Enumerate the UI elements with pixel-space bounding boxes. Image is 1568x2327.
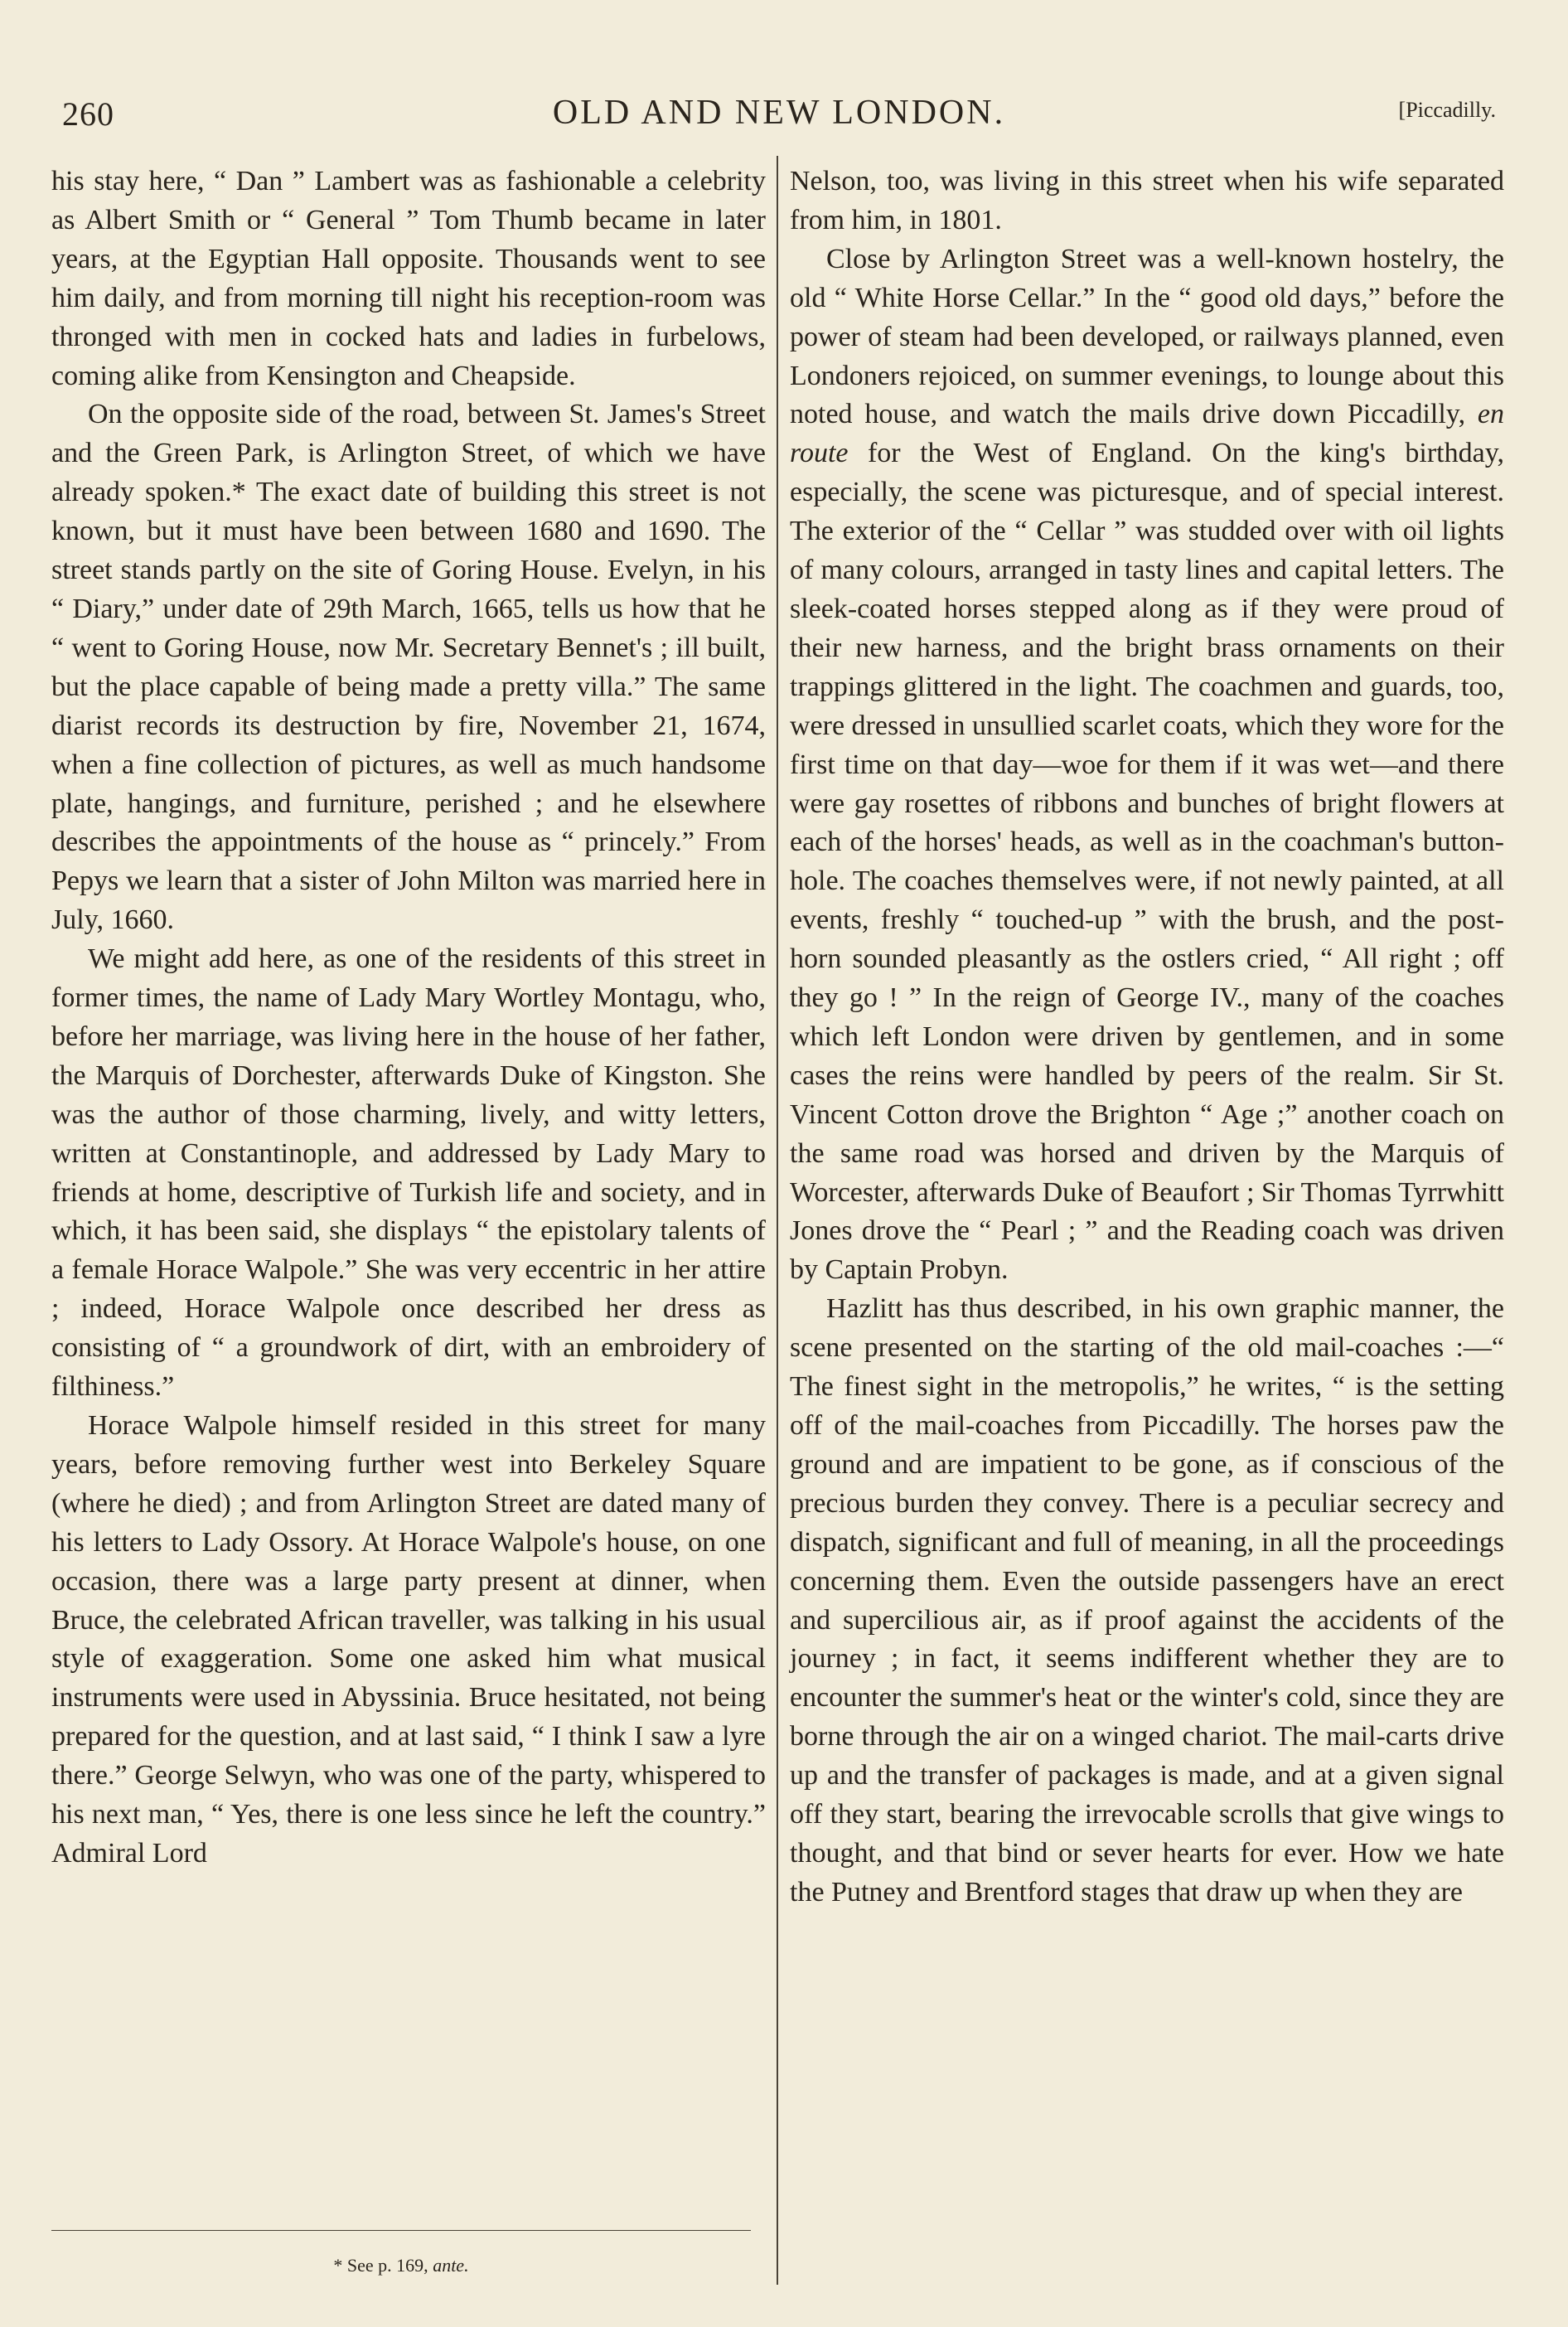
footnote (51, 2255, 751, 2276)
left-paragraph-2: On the opposite side of the road, between St. James's Street and the Green Park, is Arlington Street, of which we have already spoken.* The exact date of building this street is not known, but it must have been between 1680 and 1690. The street stands partly on the site of Goring House. Evelyn, in his “ Diary,” under date of 29th March, 1665, tells us how that he “ went to Goring House, now Mr. Secretary Bennet's ; ill built, but the place capable of being made a pretty villa.” The same diarist records its destruction by fire, November 21, 1674, when a fine collection of pictures, as well as much handsome plate, hangings, and furniture, perished ; and he elsewhere describes the appointments of the house as “ princely.” From Pepys we learn that a sister of John Milton was married here in July, 1660. (51, 399, 766, 936)
right-paragraph-2 (790, 240, 1504, 1290)
left-paragraph-1: his stay here, “ Dan ” Lambert was as fashionable a celebrity as Albert Smith or “ General ” Tom Thumb became in later years, at the Egyptian Hall opposite. Thousands went to see him daily, and from morning till night his reception-room was thronged with men in cocked hats and ladies in furbelows, coming alike from Kensington and Cheapside. (51, 166, 766, 391)
page-header (62, 90, 1496, 139)
left-column (51, 162, 766, 1874)
left-paragraph-3: We might add here, as one of the residents of this street in former times, the name of Lady Mary Wortley Montagu, who, before her marriage, was living here in the house of her father, the Marquis of Dorchester, afterwards Duke of Kingston. She was the author of those charming, lively, and witty letters, written at Constantinople, and addressed by Lady Mary to friends at home, descriptive of Turkish life and society, and in which, it has been said, she displays “ the epistolary talents of a female Horace Walpole.” She was very eccentric in her attire ; indeed, Horace Walpole once described her dress as consisting of “ a groundwork of dirt, with an embroidery of filthiness.” (51, 943, 766, 1403)
right-paragraph-1: Nelson, too, was living in this street when his wife separated from him, in 1801. (790, 166, 1504, 235)
left-paragraph-4: Horace Walpole himself resided in this street for many years, before removing further west into Berkeley Square (where he died) ; and from Arlington Street are dated many of his letters to Lady Ossory. At Horace Walpole's house, on one occasion, there was a large party present at dinner, when Bruce, the celebrated African traveller, was talking in his usual style of exaggeration. Some one asked him what musical instruments were used in Abyssinia. Bruce hesitated, not being prepared for the question, and at last said, “ I think I saw a lyre there.” George Selwyn, who was one of the party, whispered to his next man, “ Yes, there is one less since he left the country.” Admiral Lord (51, 1410, 766, 1869)
right-paragraph-3: Hazlitt has thus described, in his own graphic manner, the scene presented on the starting of the old mail-coaches :—“ The finest sight in the metropolis,” he writes, “ is the setting off of the mail-coaches from Piccadilly. The horses paw the ground and are impatient to be gone, as if conscious of the precious burden they convey. There is a peculiar secrecy and dispatch, significant and full of meaning, in all the proceedings concerning them. Even the outside passengers have an erect and supercilious air, as if proof against the accidents of the journey ; in fact, it seems indifferent whether they are to encounter the summer's heat or the winter's cold, since they are borne through the air on a winged chariot. The mail-carts drive up and the transfer of packages is made, and at a given signal off they start, bearing the irrevocable scrolls that give wings to thought, and that bind or sever hearts for ever. How we hate the Putney and Brentford stages that draw up when they are (790, 1293, 1504, 1908)
page-number: 260 (62, 95, 114, 133)
running-title: OLD AND NEW LONDON. (552, 94, 1006, 132)
section-label: [Piccadilly. (1398, 98, 1496, 122)
right-paragraph-2-start: Close by Arlington Street was a well-known hostelry, the old “ White Horse Cellar.” In the “ good old days,” before the power of steam had been developed, or railways planned, even Londoners rejoiced, on summer evenings, to lounge about this noted house, and watch the mails drive down Piccadilly, (790, 243, 1504, 430)
right-paragraph-2-end: for the West of England. On the king's birthday, especially, the scene was picturesque, and of special interest. The exterior of the “ Cellar ” was studded over with oil lights of many colours, arranged in tasty lines and capital letters. The sleek-coated horses stepped along as if they were proud of their new harness, and the bright brass ornaments on their trappings glittered in the light. The coachmen and guards, too, were dressed in unsullied scarlet coats, which they wore for the first time on that day—woe for them if it was wet—and there were gay rosettes of ribbons and bunches of bright flowers at each of the horses' heads, as well as in the coachman's button-hole. The coaches themselves were, if not newly painted, at all events, freshly “ touched-up ” with the brush, and the post-horn sounded pleasantly as the ostlers cried, “ All right ; off they go ! ” In the reign of George IV., many of the coaches which left London were driven by gentlemen, and in some cases the reins were handled by peers of the realm. Sir St. Vincent Cotton drove the Brighton “ Age ;” another coach on the same road was horsed and driven by the Marquis of Worcester, afterwards Duke of Beaufort ; Sir Thomas Tyrrwhitt Jones drove the “ Pearl ; ” and the Reading coach was driven by Captain Probyn. (790, 438, 1505, 1286)
footnote-text: * See p. 169, (333, 2255, 428, 2276)
footnote-rule (51, 2230, 751, 2231)
column-divider (777, 156, 778, 2285)
right-column (790, 162, 1504, 1913)
footnote-ante: ante. (433, 2255, 469, 2276)
en-route-italic: en route (790, 399, 1504, 469)
